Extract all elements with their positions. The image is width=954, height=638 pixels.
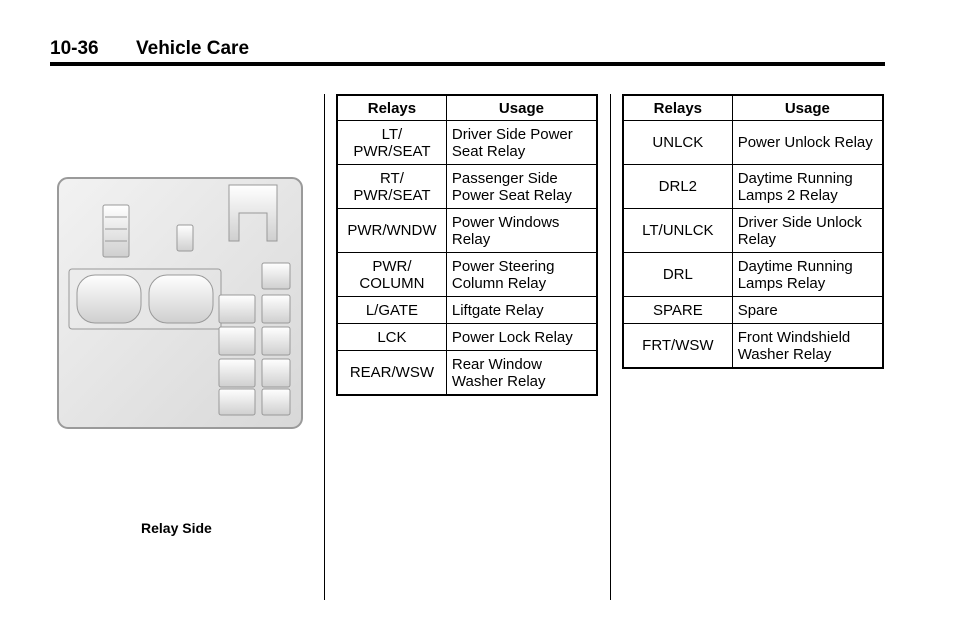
relay-usage-cell: Liftgate Relay [446, 297, 597, 324]
table-row [337, 209, 597, 253]
small-fuse [177, 225, 193, 251]
fuse-strip [103, 205, 129, 257]
relay-name-cell: DRL2 [623, 165, 732, 209]
relay-name-cell: PWR/WNDW [337, 209, 446, 253]
table-row [337, 165, 597, 209]
table-row [623, 297, 883, 324]
table-row [623, 324, 883, 369]
relay-usage-cell: Power Unlock Relay [732, 121, 883, 165]
column-divider-left [324, 94, 325, 600]
relay-name-cell: LT/UNLCK [623, 209, 732, 253]
table-row [623, 209, 883, 253]
column-header-relays: Relays [337, 95, 446, 121]
relay-usage-cell: Passenger Side Power Seat Relay [446, 165, 597, 209]
relay-name-cell: DRL [623, 253, 732, 297]
relay-block-illustration [57, 177, 303, 429]
relay-name-cell: REAR/WSW [337, 351, 446, 396]
relay-name-cell: SPARE [623, 297, 732, 324]
header-rule [50, 62, 885, 66]
column-header-usage: Usage [446, 95, 597, 121]
column-divider-right [610, 94, 611, 600]
relay-name-cell: UNLCK [623, 121, 732, 165]
right-connector [149, 275, 213, 323]
table-row [337, 253, 597, 297]
section-title: Vehicle Care [136, 38, 250, 59]
relay-usage-cell: Driver Side Unlock Relay [732, 209, 883, 253]
relay-name-cell: L/GATE [337, 297, 446, 324]
relay-usage-cell: Power Lock Relay [446, 324, 597, 351]
relay-usage-cell: Power Windows Relay [446, 209, 597, 253]
left-connector [77, 275, 141, 323]
table-row [337, 297, 597, 324]
table-row [623, 165, 883, 209]
relay-usage-cell: Daytime Running Lamps Relay [732, 253, 883, 297]
relay-table-1 [336, 94, 598, 396]
relay-usage-cell: Driver Side Power Seat Relay [446, 121, 597, 165]
table-row [337, 324, 597, 351]
relay-usage-cell: Spare [732, 297, 883, 324]
page-number: 10-36 [50, 38, 99, 59]
relay-table-2-body [623, 121, 883, 369]
table-row [623, 253, 883, 297]
figure-caption: Relay Side [141, 520, 212, 536]
relay-table-1-body [337, 121, 597, 396]
relay-usage-cell: Rear Window Washer Relay [446, 351, 597, 396]
table-row [337, 351, 597, 396]
relay-usage-cell: Daytime Running Lamps 2 Relay [732, 165, 883, 209]
relay-table-2 [622, 94, 884, 369]
relay-name-cell: PWR/ COLUMN [337, 253, 446, 297]
table-row [337, 121, 597, 165]
relay-name-cell: FRT/WSW [623, 324, 732, 369]
relay-name-cell: LCK [337, 324, 446, 351]
relay-usage-cell: Front Windshield Washer Relay [732, 324, 883, 369]
column-header-usage: Usage [732, 95, 883, 121]
relay-usage-cell: Power Steering Column Relay [446, 253, 597, 297]
column-header-relays: Relays [623, 95, 732, 121]
page-header [50, 38, 249, 60]
relay-name-cell: RT/ PWR/SEAT [337, 165, 446, 209]
table-row [623, 121, 883, 165]
relay-name-cell: LT/ PWR/SEAT [337, 121, 446, 165]
